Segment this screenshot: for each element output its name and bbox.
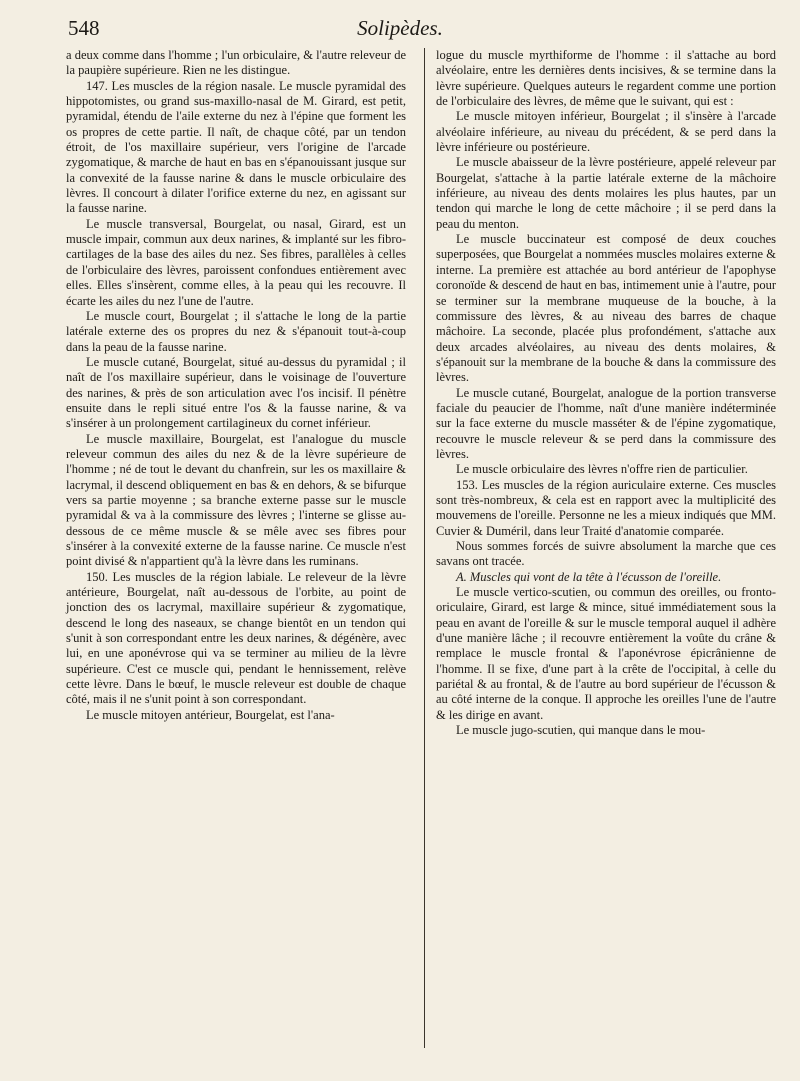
paragraph: 153. Les muscles de la région auriculaire externe. Ces muscles sont très-nombreux, & cela est en rapport avec la multiplicité des mouvemens de l'oreille. Personne ne les a mieux indiqués que MM. Cuvier & Duméril, dans leur Traité d'anatomie comparée. xyxy=(436,477,776,538)
paragraph: Le muscle maxillaire, Bourgelat, est l'analogue du muscle releveur commun des ailes du nez & de la lèvre supérieure de l'homme ; né de tout le devant du chanfrein, sur les os maxillaire & lacrymal, il descend obliquement en bas & en dehors, & se bifurque vers sa partie moyenne ; sa branche externe passe sur le muscle pyramidal & va à la commissure des lèvres ; l'interne se glisse au-dessous de ce même muscle & se mêle avec ses fibres pour s'insérer à la convexité externe de la fausse narine. Ce muscle n'est point divisé & n'appartient qu'à la lèvre dans les ruminans. xyxy=(66,431,406,569)
running-title: Solipèdes. xyxy=(357,16,443,40)
paragraph: Le muscle cutané, Bourgelat, analogue de la portion transverse faciale du peaucier de l'homme, naît d'une manière indéterminée sur la face externe du muscle masséter & de l'épine zygomatique, recouvre le muscle releveur & se perd dans la commissure des lèvres. xyxy=(436,385,776,461)
paragraph: Nous sommes forcés de suivre absolument la marche que ces savans ont tracée. xyxy=(436,539,776,569)
paragraph: Le muscle court, Bourgelat ; il s'attache le long de la partie latérale externe des os propres du nez & s'épanouit tout-à-coup dans la peau de la fausse narine. xyxy=(66,308,406,354)
paragraph: Le muscle mitoyen inférieur, Bourgelat ; il s'insère à l'arcade alvéolaire inférieure, au niveau du précédent, & se perd dans la lèvre inférieure ou postérieure. xyxy=(436,109,776,155)
paragraph: logue du muscle myrthiforme de l'homme : il s'attache au bord alvéolaire, entre les dernières dents incisives, & se termine dans la lèvre supérieure. Quelques auteurs le regardent comme une portion de l'orbiculaire des lèvres, de même que le suivant, qui est : xyxy=(436,48,776,109)
paragraph: 150. Les muscles de la région labiale. Le releveur de la lèvre antérieure, Bourgelat, naît au-dessous de l'orbite, au point de jonction des os lacrymal, maxillaire supérieur & zygomatique, descend le long des naseaux, se change bientôt en un tendon qui s'unit à son correspondant entre les deux narines, & dégénère, avec lui, en une aponévrose qui va se terminer au milieu de la lèvre supérieure. C'est ce muscle qui, pendant le hennissement, relève cette lèvre. Dans le bœuf, le muscle releveur est double de chaque côté, mais il ne s'unit point à son correspondant. xyxy=(66,569,406,707)
paragraph: Le muscle abaisseur de la lèvre postérieure, appelé releveur par Bourgelat, s'attache à la partie latérale externe de la mâchoire inférieure, au niveau des dents molaires les plus hautes, par un tendon qui marche le long de cette mâchoire ; il se perd dans la peau du menton. xyxy=(436,155,776,231)
column-divider xyxy=(424,48,425,1048)
paragraph: Le muscle cutané, Bourgelat, situé au-dessus du pyramidal ; il naît de l'os maxillaire supérieur, dans le voisinage de l'ouverture des narines, & près de son articulation avec l'os incisif. Il pénètre ensuite dans le repli situé entre l'os & la fausse narine, & va s'insérer à un prolongement cartilagineux du cornet inférieur. xyxy=(66,354,406,431)
paragraph: 147. Les muscles de la région nasale. Le muscle pyramidal des hippotomistes, ou grand sus-maxillo-nasal de M. Girard, est petit, pyramidal, étendu de l'aile externe du nez à l'épine que forment les os propres de cette partie. Il naît, de chaque côté, par un tendon étroit, de l'os maxillaire supérieur, vers l'origine de l'arcade zygomatique, & marche de haut en bas en s'épanouissant jusque sur la convexité de la fausse narine & dans le muscle orbiculaire des lèvres. Il concourt à dilater l'orifice externe du nez, en agissant sur la fausse narine. xyxy=(66,78,406,216)
section-subheading: A. Muscles qui vont de la tête à l'écusson de l'oreille. xyxy=(456,569,722,584)
left-column xyxy=(66,48,406,723)
paragraph: Le muscle buccinateur est composé de deux couches superposées, que Bourgelat a nommées muscles molaires externe & interne. La première est attachée au bord antérieur de l'apophyse coronoïde & descend de haut en bas, intimement unie à l'autre, pour se terminer sur la membrane muqueuse de la bouche, à la commissure des lèvres, & au niveau des barres de chaque mâchoire. La seconde, placée plus profondément, s'attache aux deux arcades alvéolaires, au niveau des dents molaires, & s'épanouit sur la membrane de la bouche & dans la commissure des lèvres. xyxy=(436,232,776,385)
paragraph: a deux comme dans l'homme ; l'un orbiculaire, & l'autre releveur de la paupière supérieure. Rien ne les distingue. xyxy=(66,48,406,78)
paragraph: Le muscle vertico-scutien, ou commun des oreilles, ou fronto-oriculaire, Girard, est large & mince, situé immédiatement sous la peau en avant de l'oreille & sur le muscle temporal auquel il adhère d'une manière lâche ; il recouvre entièrement la voûte du crâne & remplace le muscle frontal & l'aponévrose épicrânienne de l'homme. Il se fixe, d'une part à la crête de l'occipital, à celle du pariétal & au frontal, & de l'autre au bord supérieur de l'écusson & au côté interne de la conque. Il approche les oreilles l'une de l'autre & les dirige en avant. xyxy=(436,585,776,722)
right-column xyxy=(436,48,776,738)
paragraph: Le muscle jugo-scutien, qui manque dans le mou- xyxy=(456,723,706,738)
paragraph: Le muscle mitoyen antérieur, Bourgelat, est l'ana- xyxy=(86,707,335,722)
page-header xyxy=(66,14,734,44)
paragraph: Le muscle orbiculaire des lèvres n'offre rien de particulier. xyxy=(456,462,748,477)
paragraph: Le muscle transversal, Bourgelat, ou nasal, Girard, est un muscle impair, commun aux deux narines, & implanté sur les fibro-cartilages de la base des ailes du nez. Ses fibres, parallèles à celles de l'orbiculaire des lèvres, paroissent confondues entièrement avec elles. Elles s'insèrent, comme elles, à la peau qui les recouvre. Il écarte les ailes du nez l'une de l'autre. xyxy=(66,216,406,308)
page-number: 548 xyxy=(68,16,100,40)
